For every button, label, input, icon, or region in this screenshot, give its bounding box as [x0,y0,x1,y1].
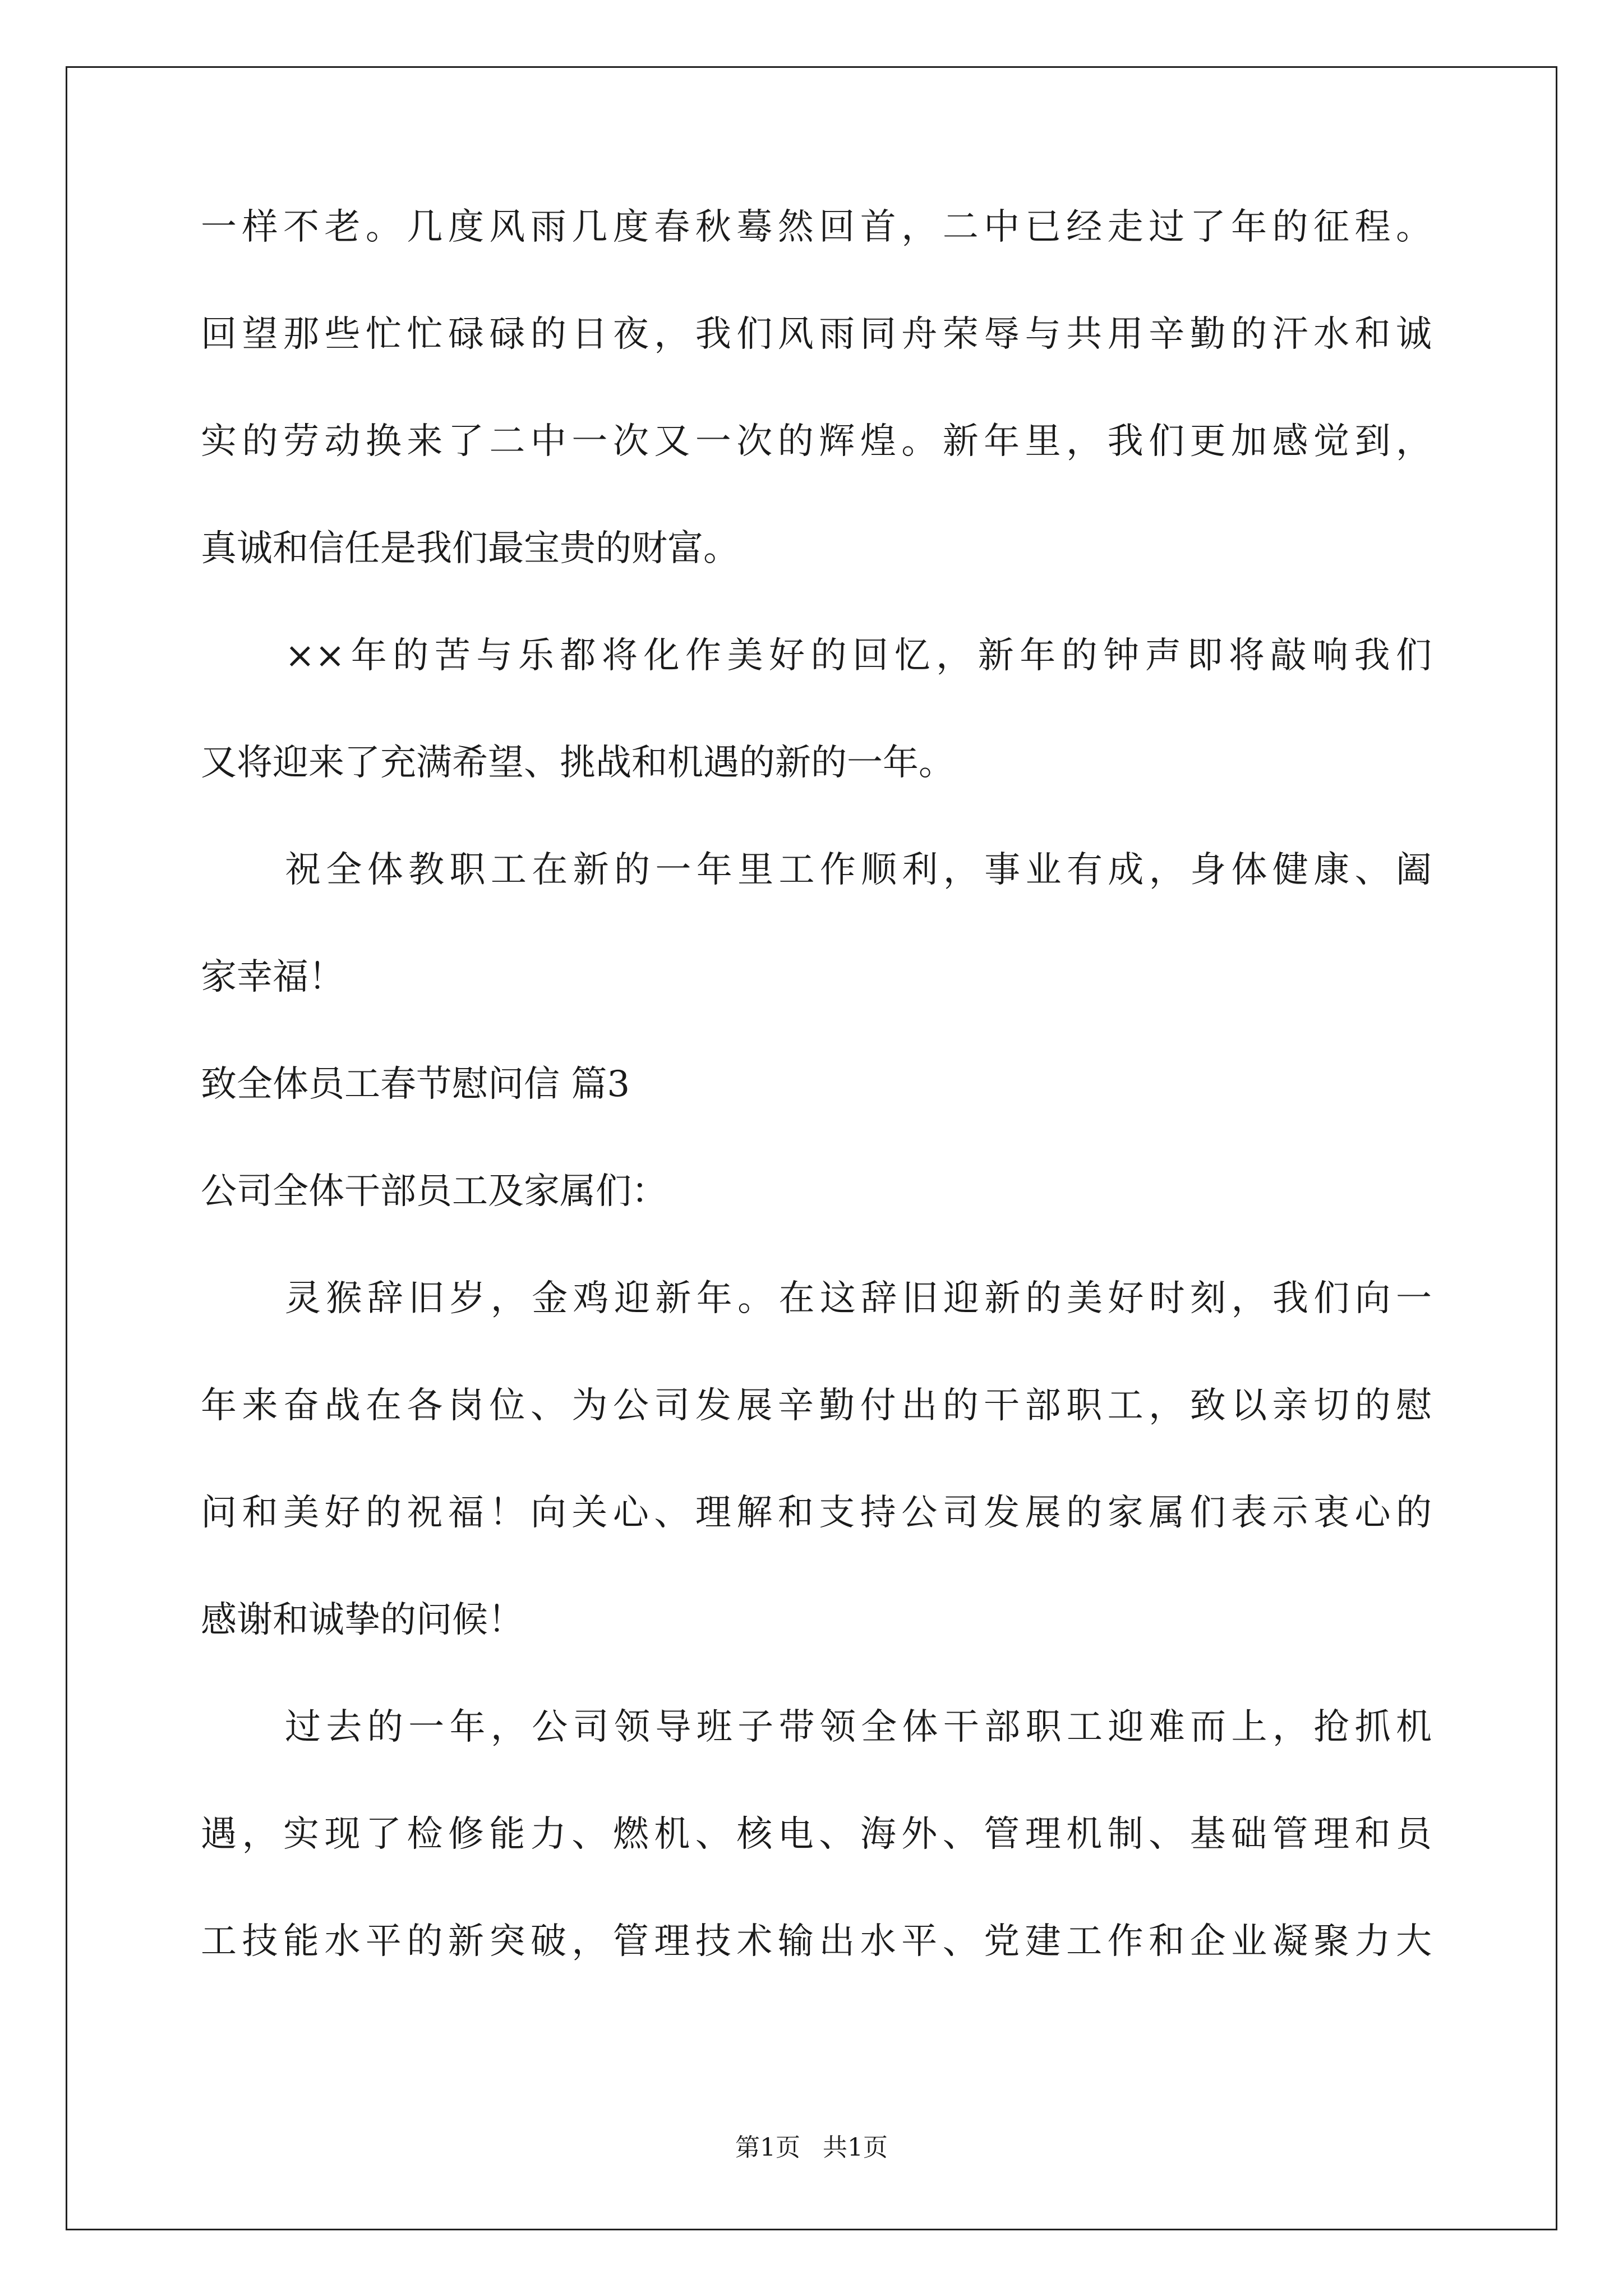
text-line: 实的劳动换来了二中一次又一次的辉煌。新年里，我们更加感觉到， [201,421,1432,462]
page-number: 第1页 [735,2133,800,2162]
text-line: 真诚和信任是我们最宝贵的财富。 [201,528,739,569]
text-line: 一样不老。几度风雨几度春秋蓦然回首，二中已经走过了年的征程。 [201,206,1432,248]
document-body [201,174,1432,1995]
text-line: 祝全体教职工在新的一年里工作顺利，事业有成，身体健康、阖 [285,849,1432,891]
text-line: 家幸福！ [201,956,344,998]
text-line: 过去的一年，公司领导班子带领全体干部职工迎难而上，抢抓机 [285,1706,1432,1748]
text-line: 灵猴辞旧岁，金鸡迎新年。在这辞旧迎新的美好时刻，我们向一 [285,1278,1432,1319]
salutation: 公司全体干部员工及家属们： [201,1171,667,1212]
text-line: 回望那些忙忙碌碌的日夜，我们风雨同舟荣辱与共用辛勤的汗水和诚 [201,314,1432,355]
section-heading: 致全体员工春节慰问信 篇3 [201,1064,630,1105]
text-line: 遇，实现了检修能力、燃机、核电、海外、管理机制、基础管理和员 [201,1814,1432,1855]
text-line: 工技能水平的新突破，管理技术输出水平、党建工作和企业凝聚力大 [201,1921,1432,1962]
text-line: 问和美好的祝福！向关心、理解和支持公司发展的家属们表示衷心的 [201,1492,1432,1534]
page-footer [0,2127,1623,2163]
text-line: 感谢和诚挚的问候！ [201,1599,524,1641]
page-total: 共1页 [823,2133,888,2162]
text-line: 又将迎来了充满希望、挑战和机遇的新的一年。 [201,742,955,784]
text-line: 年来奋战在各岗位、为公司发展辛勤付出的干部职工，致以亲切的慰 [201,1385,1432,1427]
text-line: ××年的苦与乐都将化作美好的回忆，新年的钟声即将敲响我们 [285,635,1432,677]
